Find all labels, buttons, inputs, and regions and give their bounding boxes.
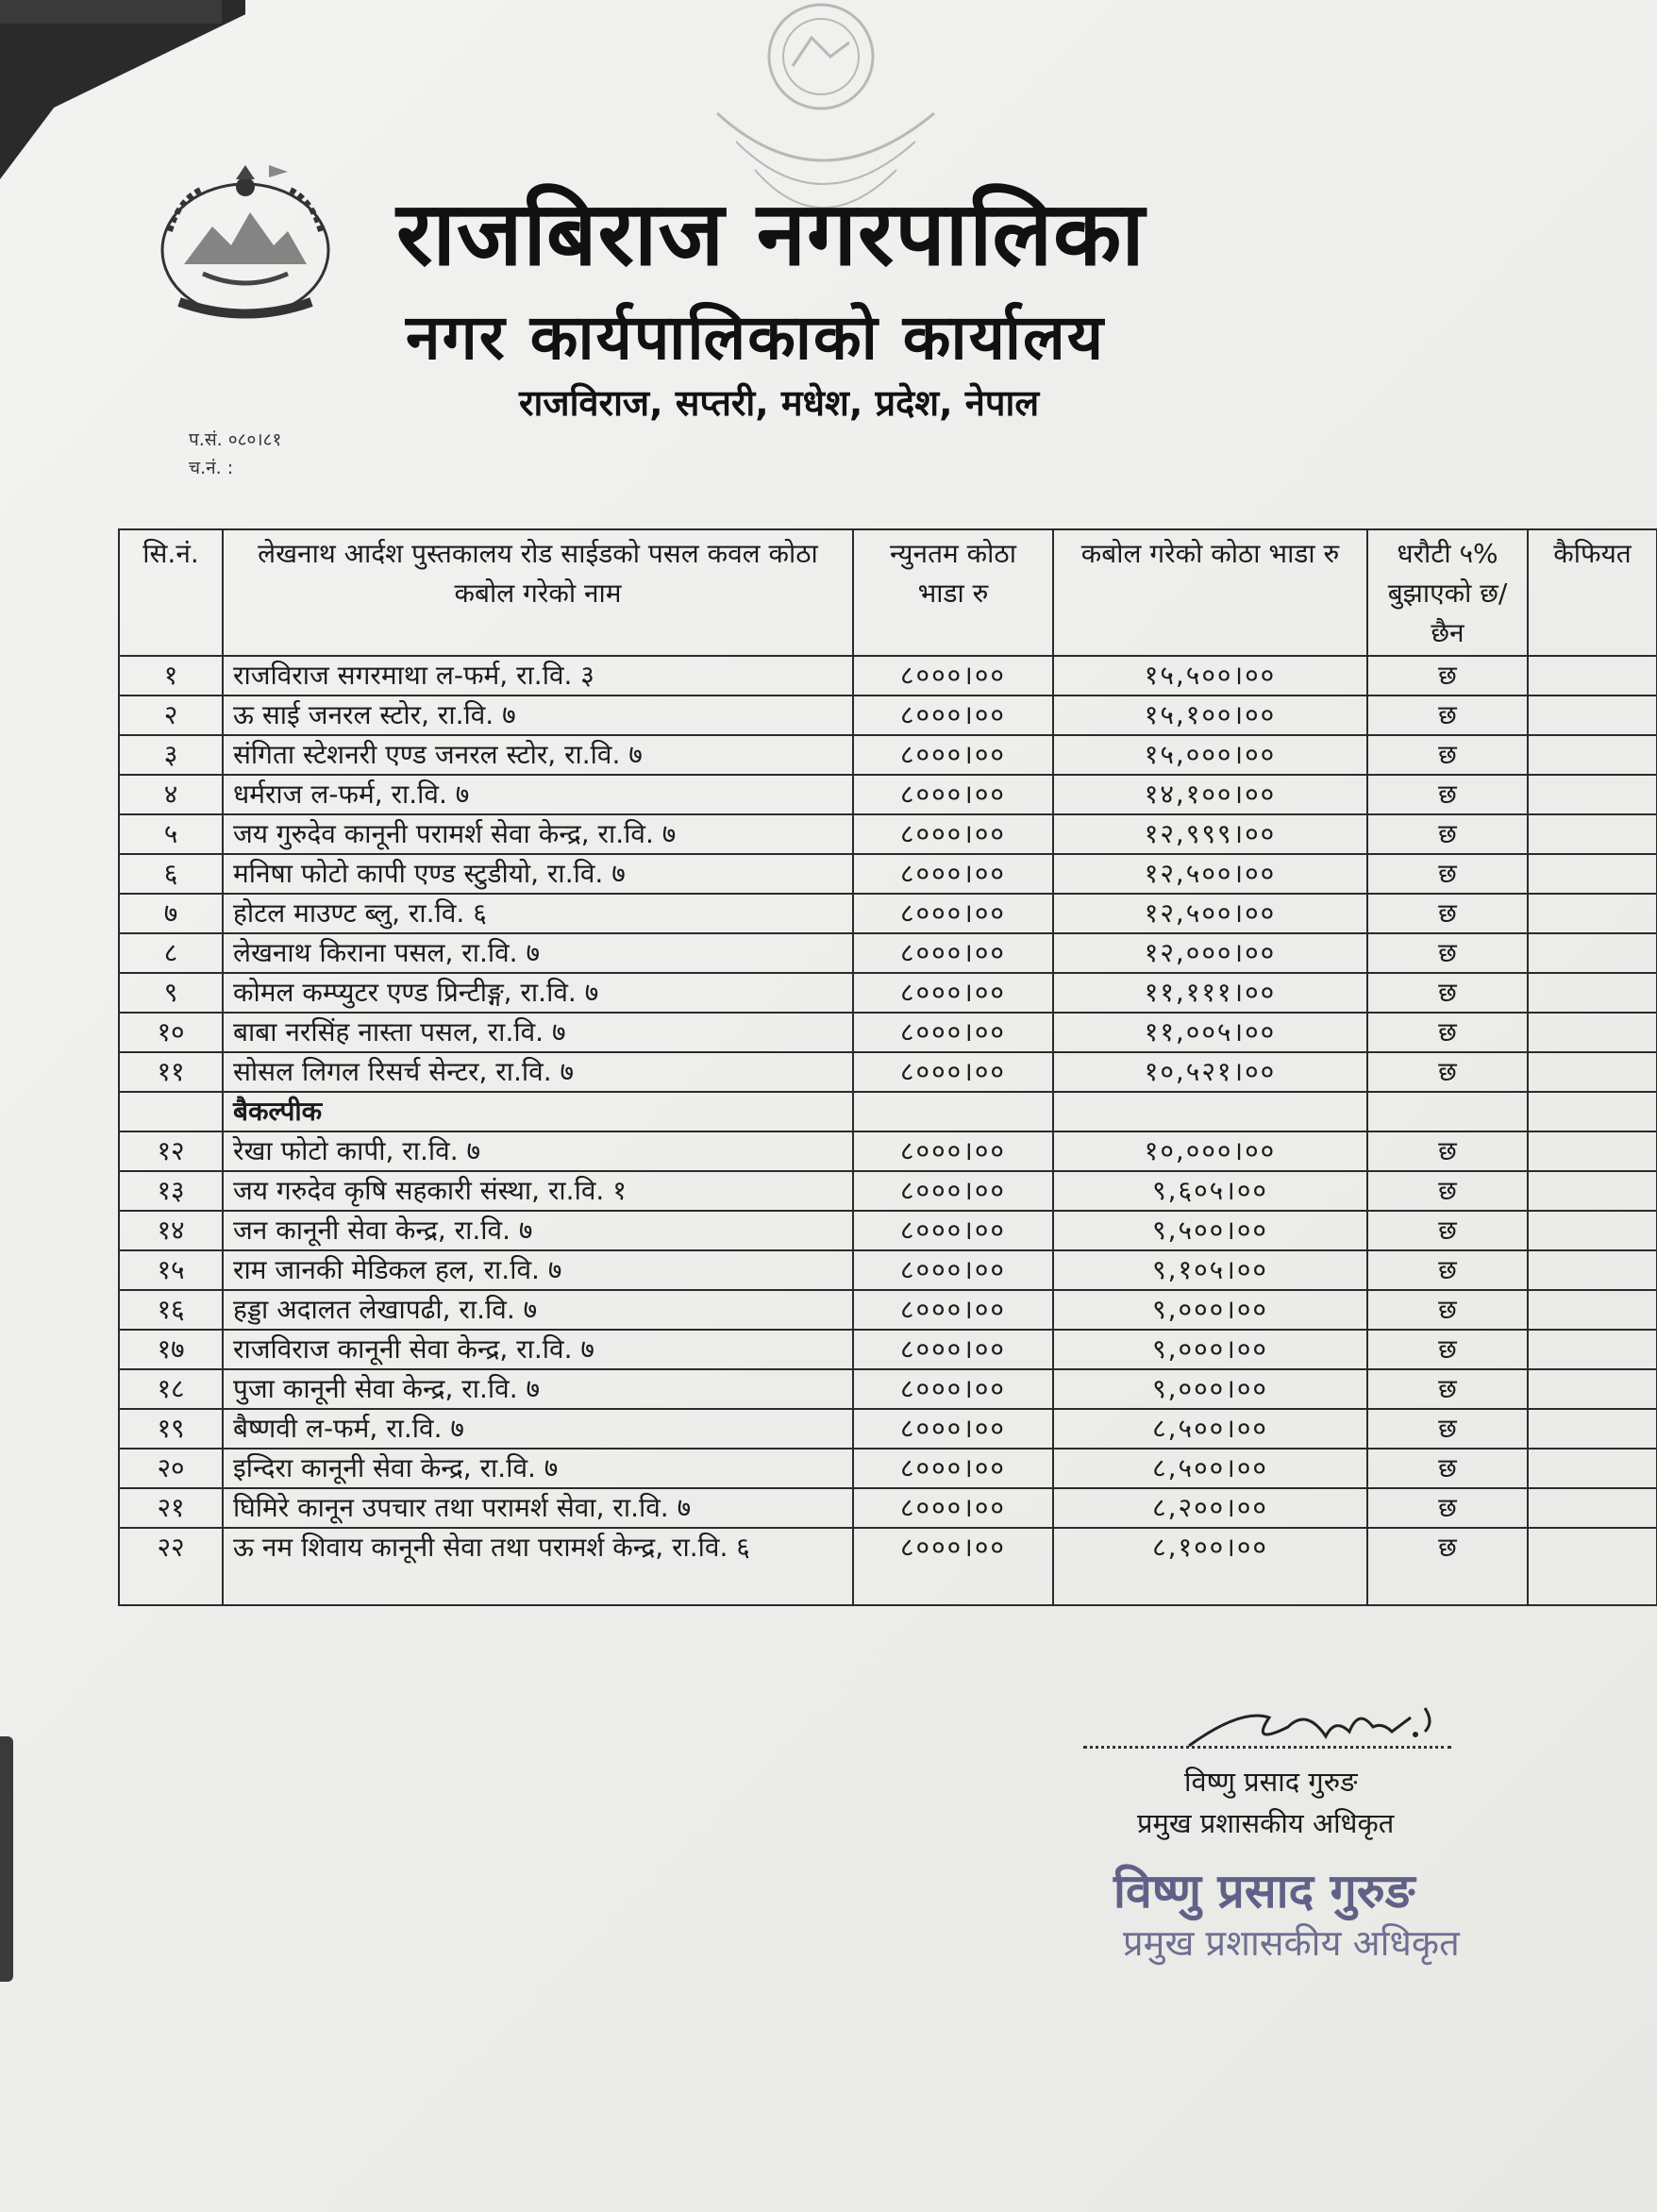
row-shop-name: होटल माउण्ट ब्लु, रा.वि. ६ xyxy=(223,894,853,933)
row-bid-rent: १५,५००।०० xyxy=(1053,656,1367,695)
row-min-rent: ८०००।०० xyxy=(853,695,1053,735)
table-row xyxy=(119,1131,1657,1171)
table-row xyxy=(119,1528,1657,1605)
row-remarks xyxy=(1528,854,1657,894)
row-bid-rent: ९,०००।०० xyxy=(1053,1290,1367,1330)
row-deposit-status: छ xyxy=(1367,1449,1528,1488)
header-deposit: धरौटी ५% बुझाएको छ/छैन xyxy=(1367,529,1528,656)
row-bid-rent: ९,०००।०० xyxy=(1053,1369,1367,1409)
row-deposit-status: छ xyxy=(1367,933,1528,973)
row-bid-rent: ९,०००।०० xyxy=(1053,1330,1367,1369)
row-shop-name: जय गुरुदेव कानूनी परामर्श सेवा केन्द्र, रा.वि. ७ xyxy=(223,814,853,854)
row-min-rent: ८०००।०० xyxy=(853,735,1053,775)
row-shop-name: ऊ नम शिवाय कानूनी सेवा तथा परामर्श केन्द्र, रा.वि. ६ xyxy=(223,1528,853,1605)
title-stamp: प्रमुख प्रशासकीय अधिकृत xyxy=(1123,1922,1460,1964)
row-remarks xyxy=(1528,894,1657,933)
table-row xyxy=(119,1290,1657,1330)
row-remarks xyxy=(1528,1369,1657,1409)
row-min-rent: ८०००।०० xyxy=(853,933,1053,973)
row-shop-name: ऊ साई जनरल स्टोर, रा.वि. ७ xyxy=(223,695,853,735)
row-remarks xyxy=(1528,1171,1657,1211)
row-shop-name: बैष्णवी ल-फर्म, रा.वि. ७ xyxy=(223,1409,853,1449)
table-row xyxy=(119,1449,1657,1488)
row-min-rent: ८०००।०० xyxy=(853,1290,1053,1330)
row-deposit-status: छ xyxy=(1367,1250,1528,1290)
row-deposit-status: छ xyxy=(1367,1131,1528,1171)
table-row xyxy=(119,933,1657,973)
row-min-rent xyxy=(853,1092,1053,1131)
row-min-rent: ८०००।०० xyxy=(853,854,1053,894)
row-shop-name: लेखनाथ किराना पसल, रा.वि. ७ xyxy=(223,933,853,973)
row-shop-name: रेखा फोटो कापी, रा.वि. ७ xyxy=(223,1131,853,1171)
row-remarks xyxy=(1528,695,1657,735)
table-row xyxy=(119,695,1657,735)
row-bid-rent: ९,१०५।०० xyxy=(1053,1250,1367,1290)
table-row xyxy=(119,973,1657,1013)
row-remarks xyxy=(1528,735,1657,775)
signatory-name: विष्णु प्रसाद गुरुङ xyxy=(1184,1766,1358,1798)
row-min-rent: ८०००।०० xyxy=(853,1052,1053,1092)
row-remarks xyxy=(1528,1409,1657,1449)
row-shop-name: पुजा कानूनी सेवा केन्द्र, रा.वि. ७ xyxy=(223,1369,853,1409)
row-shop-name: बाबा नरसिंह नास्ता पसल, रा.वि. ७ xyxy=(223,1013,853,1052)
row-deposit-status: छ xyxy=(1367,695,1528,735)
table-row xyxy=(119,814,1657,854)
row-deposit-status: छ xyxy=(1367,1369,1528,1409)
row-bid-rent: ११,१११।०० xyxy=(1053,973,1367,1013)
table-row xyxy=(119,775,1657,814)
row-min-rent: ८०००।०० xyxy=(853,1250,1053,1290)
table-row xyxy=(119,1250,1657,1290)
row-deposit-status: छ xyxy=(1367,1528,1528,1605)
row-min-rent: ८०००।०० xyxy=(853,814,1053,854)
row-remarks xyxy=(1528,1488,1657,1528)
office-address: राजविराज, सप्तरी, मधेश, प्रदेश, नेपाल xyxy=(519,382,1040,424)
row-min-rent: ८०००।०० xyxy=(853,1449,1053,1488)
header-bid-rent: कबोल गरेको कोठा भाडा रु xyxy=(1053,529,1367,656)
row-deposit-status: छ xyxy=(1367,775,1528,814)
row-bid-rent xyxy=(1053,1092,1367,1131)
nepal-emblem-icon xyxy=(146,160,344,330)
row-remarks xyxy=(1528,1092,1657,1131)
row-min-rent: ८०००।०० xyxy=(853,1369,1053,1409)
table-row xyxy=(119,894,1657,933)
row-serial-number: २१ xyxy=(119,1488,223,1528)
table-row xyxy=(119,1171,1657,1211)
table-row xyxy=(119,656,1657,695)
row-remarks xyxy=(1528,1528,1657,1605)
row-bid-rent: १५,१००।०० xyxy=(1053,695,1367,735)
row-remarks xyxy=(1528,1449,1657,1488)
row-serial-number: १ xyxy=(119,656,223,695)
row-bid-rent: ८,५००।०० xyxy=(1053,1409,1367,1449)
row-remarks xyxy=(1528,1211,1657,1250)
row-serial-number: ६ xyxy=(119,854,223,894)
dispatch-number: च.नं. : xyxy=(189,458,234,478)
table-row xyxy=(119,1211,1657,1250)
row-shop-name: राजविराज कानूनी सेवा केन्द्र, रा.वि. ७ xyxy=(223,1330,853,1369)
row-deposit-status: छ xyxy=(1367,973,1528,1013)
row-min-rent: ८०००।०० xyxy=(853,894,1053,933)
row-shop-name: मनिषा फोटो कापी एण्ड स्टुडीयो, रा.वि. ७ xyxy=(223,854,853,894)
row-deposit-status: छ xyxy=(1367,894,1528,933)
page-edge-shadow xyxy=(0,1736,13,1982)
table-header-row xyxy=(119,529,1657,656)
row-deposit-status: छ xyxy=(1367,1409,1528,1449)
row-shop-name: राम जानकी मेडिकल हल, रा.वि. ७ xyxy=(223,1250,853,1290)
row-deposit-status: छ xyxy=(1367,1488,1528,1528)
row-deposit-status: छ xyxy=(1367,1211,1528,1250)
row-shop-name: सोसल लिगल रिसर्च सेन्टर, रा.वि. ७ xyxy=(223,1052,853,1092)
row-min-rent: ८०००।०० xyxy=(853,1528,1053,1605)
row-min-rent: ८०००।०० xyxy=(853,1131,1053,1171)
name-stamp: विष्णु प्रसाद गुरुङ xyxy=(1113,1864,1415,1919)
table-row xyxy=(119,1488,1657,1528)
row-deposit-status: छ xyxy=(1367,735,1528,775)
row-serial-number: ८ xyxy=(119,933,223,973)
row-deposit-status: छ xyxy=(1367,854,1528,894)
bid-results-table xyxy=(118,528,1657,1606)
row-deposit-status: छ xyxy=(1367,814,1528,854)
office-subtitle: नगर कार्यपालिकाको कार्यालय xyxy=(406,301,1105,374)
row-serial-number: १७ xyxy=(119,1330,223,1369)
row-shop-name: बैकल्पीक xyxy=(223,1092,853,1131)
table-row xyxy=(119,1409,1657,1449)
row-serial-number: १४ xyxy=(119,1211,223,1250)
row-min-rent: ८०००।०० xyxy=(853,1013,1053,1052)
row-shop-name: कोमल कम्प्युटर एण्ड प्रिन्टीङ्ग, रा.वि. ७ xyxy=(223,973,853,1013)
row-shop-name: घिमिरे कानून उपचार तथा परामर्श सेवा, रा.वि. ७ xyxy=(223,1488,853,1528)
row-min-rent: ८०००।०० xyxy=(853,1211,1053,1250)
row-remarks xyxy=(1528,1290,1657,1330)
row-remarks xyxy=(1528,814,1657,854)
municipality-title: राजबिराज नगरपालिका xyxy=(396,183,1146,286)
row-deposit-status: छ xyxy=(1367,1330,1528,1369)
row-serial-number: १० xyxy=(119,1013,223,1052)
row-bid-rent: ८,५००।०० xyxy=(1053,1449,1367,1488)
row-deposit-status: छ xyxy=(1367,1171,1528,1211)
table-row xyxy=(119,1092,1657,1131)
row-serial-number: ५ xyxy=(119,814,223,854)
row-shop-name: धर्मराज ल-फर्म, रा.वि. ७ xyxy=(223,775,853,814)
dark-background-strip xyxy=(0,0,222,24)
row-bid-rent: १०,५२१।०० xyxy=(1053,1052,1367,1092)
row-shop-name: जय गरुदेव कृषि सहकारी संस्था, रा.वि. १ xyxy=(223,1171,853,1211)
handwritten-signature-icon xyxy=(1184,1689,1467,1765)
row-deposit-status: छ xyxy=(1367,1013,1528,1052)
row-min-rent: ८०००।०० xyxy=(853,656,1053,695)
row-shop-name: राजविराज सगरमाथा ल-फर्म, रा.वि. ३ xyxy=(223,656,853,695)
row-bid-rent: ९,५००।०० xyxy=(1053,1211,1367,1250)
row-shop-name: जन कानूनी सेवा केन्द्र, रा.वि. ७ xyxy=(223,1211,853,1250)
row-bid-rent: ९,६०५।०० xyxy=(1053,1171,1367,1211)
row-remarks xyxy=(1528,1330,1657,1369)
table-row xyxy=(119,854,1657,894)
header-name: लेखनाथ आर्दश पुस्तकालय रोड साईडको पसल कवल कोठा कबोल गरेको नाम xyxy=(223,529,853,656)
row-serial-number: २२ xyxy=(119,1528,223,1605)
row-serial-number: २० xyxy=(119,1449,223,1488)
row-serial-number: १६ xyxy=(119,1290,223,1330)
table-row xyxy=(119,735,1657,775)
header-min-rent: न्युनतम कोठा भाडा रु xyxy=(853,529,1053,656)
reference-number: प.सं. ०८०।८१ xyxy=(189,429,282,450)
row-serial-number: ३ xyxy=(119,735,223,775)
row-min-rent: ८०००।०० xyxy=(853,775,1053,814)
row-serial-number: ७ xyxy=(119,894,223,933)
row-shop-name: इन्दिरा कानूनी सेवा केन्द्र, रा.वि. ७ xyxy=(223,1449,853,1488)
row-remarks xyxy=(1528,933,1657,973)
row-bid-rent: १२,०००।०० xyxy=(1053,933,1367,973)
row-deposit-status: छ xyxy=(1367,1290,1528,1330)
row-serial-number: ४ xyxy=(119,775,223,814)
row-serial-number: १२ xyxy=(119,1131,223,1171)
row-remarks xyxy=(1528,973,1657,1013)
row-remarks xyxy=(1528,775,1657,814)
row-serial-number: १५ xyxy=(119,1250,223,1290)
row-shop-name: संगिता स्टेशनरी एण्ड जनरल स्टोर, रा.वि. ७ xyxy=(223,735,853,775)
table-row xyxy=(119,1330,1657,1369)
row-deposit-status: छ xyxy=(1367,1052,1528,1092)
row-bid-rent: ११,००५।०० xyxy=(1053,1013,1367,1052)
row-remarks xyxy=(1528,1250,1657,1290)
table-row xyxy=(119,1013,1657,1052)
row-deposit-status xyxy=(1367,1092,1528,1131)
row-min-rent: ८०००।०० xyxy=(853,1330,1053,1369)
signatory-title: प्रमुख प्रशासकीय अधिकृत xyxy=(1137,1807,1395,1839)
row-serial-number: ११ xyxy=(119,1052,223,1092)
row-serial-number: १३ xyxy=(119,1171,223,1211)
row-min-rent: ८०००।०० xyxy=(853,1488,1053,1528)
row-bid-rent: १५,०००।०० xyxy=(1053,735,1367,775)
header-sn: सि.नं. xyxy=(119,529,223,656)
row-bid-rent: १२,९९९।०० xyxy=(1053,814,1367,854)
row-bid-rent: ८,२००।०० xyxy=(1053,1488,1367,1528)
row-min-rent: ८०००।०० xyxy=(853,1171,1053,1211)
row-bid-rent: १०,०००।०० xyxy=(1053,1131,1367,1171)
row-bid-rent: ८,१००।०० xyxy=(1053,1528,1367,1605)
row-remarks xyxy=(1528,656,1657,695)
row-serial-number: १९ xyxy=(119,1409,223,1449)
table-row xyxy=(119,1052,1657,1092)
row-bid-rent: १२,५००।०० xyxy=(1053,854,1367,894)
row-min-rent: ८०००।०० xyxy=(853,973,1053,1013)
row-serial-number: २ xyxy=(119,695,223,735)
row-serial-number xyxy=(119,1092,223,1131)
row-min-rent: ८०००।०० xyxy=(853,1409,1053,1449)
row-serial-number: १८ xyxy=(119,1369,223,1409)
row-remarks xyxy=(1528,1052,1657,1092)
row-serial-number: ९ xyxy=(119,973,223,1013)
table-row xyxy=(119,1369,1657,1409)
row-remarks xyxy=(1528,1013,1657,1052)
row-deposit-status: छ xyxy=(1367,656,1528,695)
row-bid-rent: १४,१००।०० xyxy=(1053,775,1367,814)
row-bid-rent: १२,५००।०० xyxy=(1053,894,1367,933)
row-shop-name: हड्डा अदालत लेखापढी, रा.वि. ७ xyxy=(223,1290,853,1330)
row-remarks xyxy=(1528,1131,1657,1171)
header-remarks: कैफियत xyxy=(1528,529,1657,656)
